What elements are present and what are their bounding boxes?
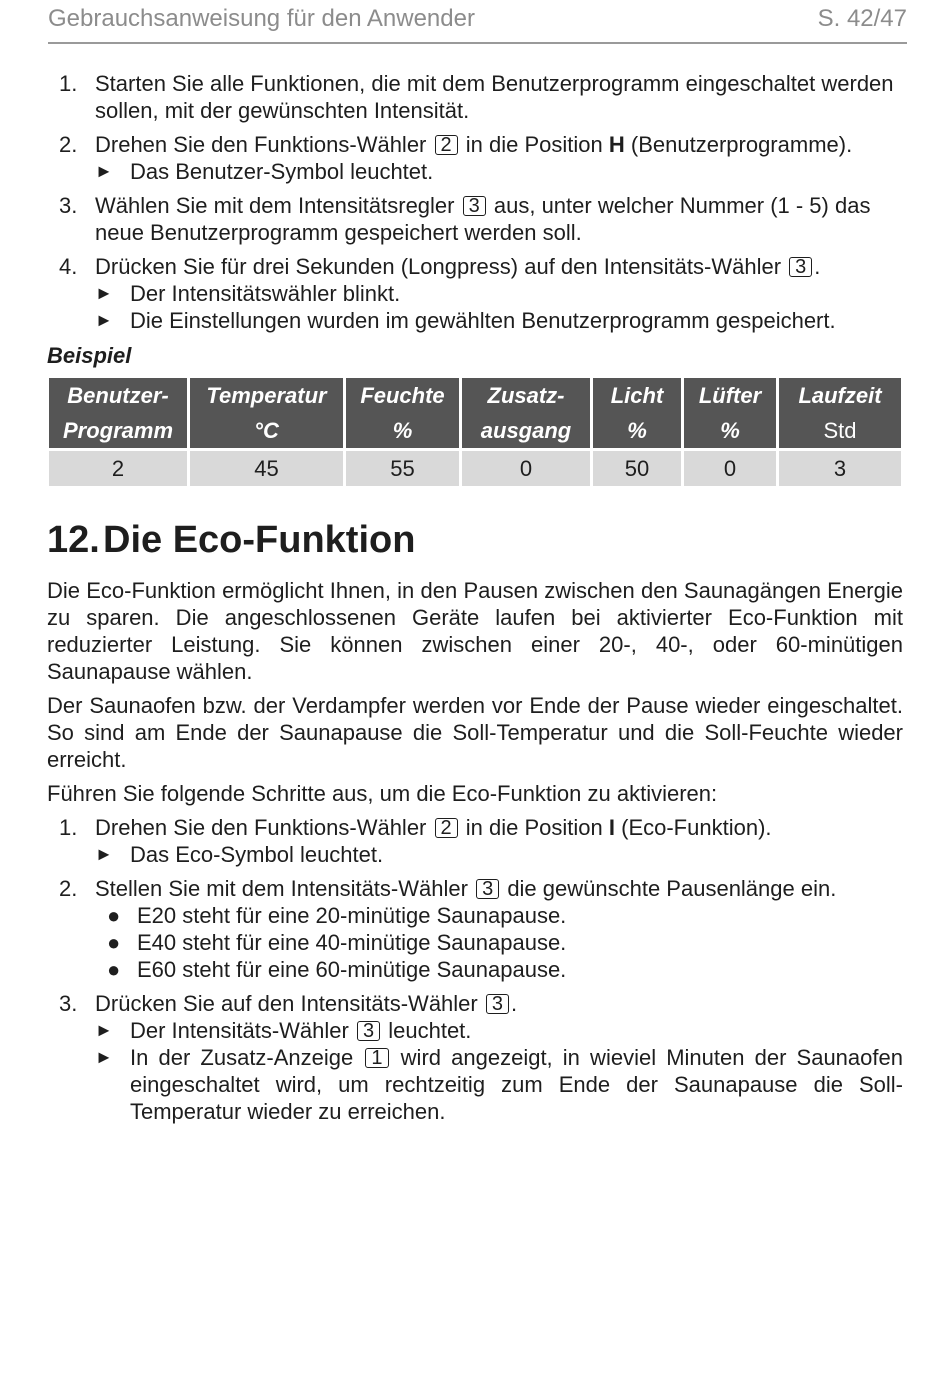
control-number-badge: 2 xyxy=(435,135,458,155)
result-arrow-icon: ► xyxy=(95,1020,113,1040)
control-number-badge: 3 xyxy=(463,196,486,216)
paragraph: Die Eco-Funktion ermöglicht Ihnen, in den Pausen zwischen den Saunagängen Energie zu sparen. Die angeschlossenen Geräte laufen bei aktivierter Eco-Funktion mit reduzierter Leistung. Sie können zwischen einer 20-, 40-, oder 60-minütigen Saunapause wählen. xyxy=(47,578,903,684)
example-table xyxy=(46,375,904,489)
step-number: 3. xyxy=(59,193,78,218)
section-title: Die Eco-Funktion xyxy=(103,519,416,561)
list-item xyxy=(47,70,903,124)
step-text: Drücken Sie auf den Intensitäts-Wähler 3 . xyxy=(95,991,518,1016)
intro-step-list xyxy=(47,70,903,334)
step-number: 3. xyxy=(59,991,78,1016)
eco-step-list xyxy=(47,814,903,1125)
step-number: 2. xyxy=(59,132,78,157)
page-header xyxy=(48,0,907,44)
table-cell: 2 xyxy=(49,451,187,486)
table-cell: 3 xyxy=(779,451,901,486)
bullet-icon: ● xyxy=(107,957,121,982)
step-text: Drehen Sie den Funktions-Wähler 2 in die Position I (Eco-Funktion). xyxy=(95,815,772,840)
step-number: 4. xyxy=(59,254,78,279)
step-result: ► Das Eco-Symbol leuchtet. xyxy=(95,842,384,867)
document-title: Gebrauchsanweisung für den Anwender xyxy=(48,5,475,32)
step-text: Wählen Sie mit dem Intensitätsregler 3 aus, unter welcher Nummer (1 - 5) das neue Benutzerprogramm gespeichert werden soll. xyxy=(95,193,871,245)
result-arrow-icon: ► xyxy=(95,844,113,864)
step-number: 2. xyxy=(59,876,78,901)
page-number: S. 42/47 xyxy=(817,5,907,32)
example-label: Beispiel xyxy=(47,343,132,368)
control-number-badge: 3 xyxy=(476,879,499,899)
step-text: Drücken Sie für drei Sekunden (Longpress) auf den Intensitäts-Wähler 3 . xyxy=(95,254,821,279)
table-row xyxy=(49,451,901,486)
table-cell: 0 xyxy=(684,451,776,486)
table-header-row xyxy=(49,378,901,448)
column-header: Feuchte % xyxy=(346,378,459,448)
control-number-badge: 3 xyxy=(789,257,812,277)
table-cell: 55 xyxy=(346,451,459,486)
paragraph: Führen Sie folgende Schritte aus, um die Eco-Funktion zu aktivieren: xyxy=(47,781,718,806)
control-number-badge: 3 xyxy=(486,994,509,1014)
bullet-item: ● E40 steht für eine 40-minütige Saunapause. xyxy=(107,930,567,955)
step-text: Stellen Sie mit dem Intensitäts-Wähler 3 die gewünschte Pausenlänge ein. xyxy=(95,876,837,901)
table-cell: 50 xyxy=(593,451,681,486)
section-number: 12. xyxy=(47,519,100,561)
step-number: 1. xyxy=(59,815,78,840)
step-result: ► Das Benutzer-Symbol leuchtet. xyxy=(95,159,434,184)
step-result: ► Die Einstellungen wurden im gewählten Benutzerprogramm gespeichert. xyxy=(95,308,836,333)
list-item xyxy=(47,814,903,868)
section-heading xyxy=(47,517,903,563)
list-item xyxy=(47,131,903,185)
column-header: Lüfter % xyxy=(684,378,776,448)
table-cell: 45 xyxy=(190,451,343,486)
bullet-item: ● E20 steht für eine 20-minütige Saunapause. xyxy=(107,903,567,928)
list-item xyxy=(47,192,903,246)
paragraph: Der Saunaofen bzw. der Verdampfer werden vor Ende der Pause wieder eingeschaltet. So sind am Ende der Saunapause die Soll-Temperatur und die Soll-Feuchte wieder erreicht. xyxy=(47,693,903,772)
column-header: Licht % xyxy=(593,378,681,448)
step-result: ► Der Intensitätswähler blinkt. xyxy=(95,281,401,306)
bullet-icon: ● xyxy=(107,930,121,955)
list-item xyxy=(47,990,903,1125)
step-number: 1. xyxy=(59,71,78,96)
control-number-badge: 1 xyxy=(365,1048,388,1068)
step-text: Starten Sie alle Funktionen, die mit dem Benutzerprogramm eingeschaltet werden sollen, mit der gewünschten Intensität. xyxy=(95,71,894,123)
page-content xyxy=(47,70,903,1132)
table-cell: 0 xyxy=(462,451,590,486)
step-result: ► In der Zusatz-Anzeige 1 wird angezeigt, in wieviel Minuten der Saunaofen eingeschaltet wird, um rechtzeitig zum Ende der Saunapause die Soll-Temperatur wieder zu erreichen. xyxy=(95,1045,903,1124)
column-header: Temperatur °C xyxy=(190,378,343,448)
list-item xyxy=(47,253,903,334)
column-header: Zusatz- ausgang xyxy=(462,378,590,448)
step-result: ► Der Intensitäts-Wähler 3 leuchtet. xyxy=(95,1018,472,1043)
bullet-icon: ● xyxy=(107,903,121,928)
result-arrow-icon: ► xyxy=(95,1047,113,1067)
result-arrow-icon: ► xyxy=(95,161,113,181)
column-header: Laufzeit Std xyxy=(779,378,901,448)
control-number-badge: 2 xyxy=(435,818,458,838)
result-arrow-icon: ► xyxy=(95,310,113,330)
result-arrow-icon: ► xyxy=(95,283,113,303)
bullet-item: ● E60 steht für eine 60-minütige Saunapause. xyxy=(107,957,567,982)
list-item xyxy=(47,875,903,983)
column-header: Benutzer- Programm xyxy=(49,378,187,448)
control-number-badge: 3 xyxy=(357,1021,380,1041)
step-text: Drehen Sie den Funktions-Wähler 2 in die Position H (Benutzerprogramme). xyxy=(95,132,853,157)
